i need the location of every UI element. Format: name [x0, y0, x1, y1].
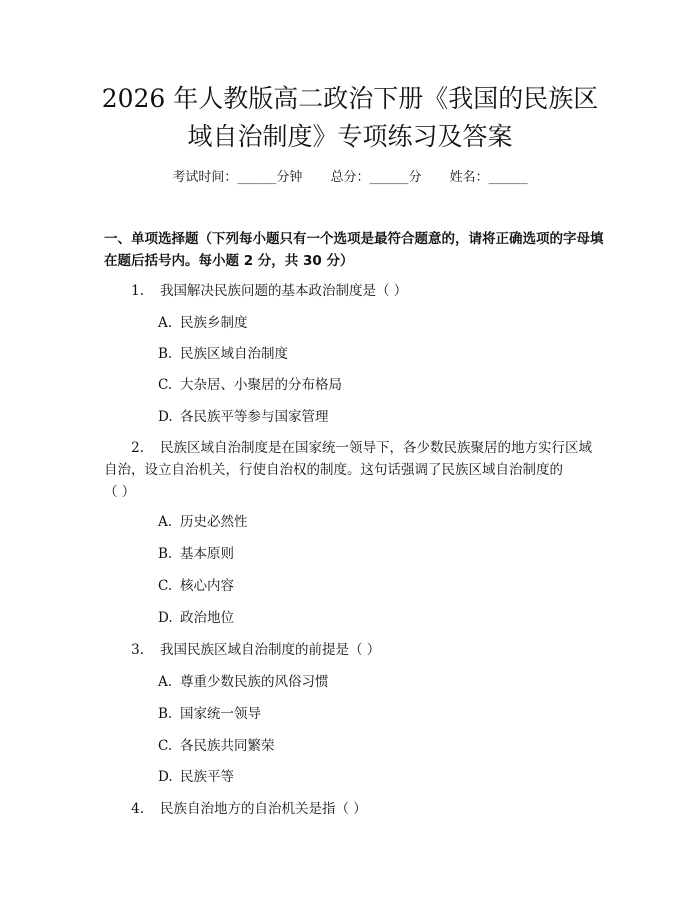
title-line-1: 2026 年人教版高二政治下册《我国的民族区 [101, 84, 599, 113]
option-letter: C. [158, 738, 173, 754]
question-2 [104, 437, 604, 503]
option-text: 大杂居、小聚居的分布格局 [180, 377, 342, 393]
question-stem-line-3: （ ） [104, 484, 136, 500]
question-stem: 我国民族区域自治制度的前提是（ ） [160, 642, 381, 658]
question-number: 3. [131, 642, 144, 658]
option-1d [158, 406, 329, 428]
option-3b [158, 703, 261, 725]
total-score: 总分：______分 [330, 170, 422, 185]
option-text: 历史必然性 [180, 514, 248, 530]
option-text: 民族区域自治制度 [180, 346, 288, 362]
option-letter: C. [158, 377, 173, 393]
student-name: 姓名：______ [449, 170, 528, 185]
option-2c [158, 575, 234, 597]
question-number: 2. [131, 440, 144, 456]
option-3d [158, 766, 234, 788]
option-text: 各民族平等参与国家管理 [180, 409, 329, 425]
option-text: 民族乡制度 [180, 315, 248, 331]
option-text: 核心内容 [180, 578, 234, 594]
option-text: 国家统一领导 [180, 706, 261, 722]
question-stem: 民族自治地方的自治机关是指（ ） [160, 801, 367, 817]
option-2d [158, 607, 234, 629]
option-text: 基本原则 [180, 546, 234, 562]
question-stem-line-1: 民族区域自治制度是在国家统一领导下，各少数民族聚居的地方实行区域 [160, 440, 592, 456]
option-letter: D. [158, 769, 173, 785]
option-letter: D. [158, 610, 173, 626]
question-number: 1. [131, 283, 144, 299]
document-title [60, 80, 640, 156]
title-line-2: 域自治制度》专项练习及答案 [187, 122, 513, 151]
option-2b [158, 543, 234, 565]
option-1a [158, 312, 248, 334]
option-letter: B. [158, 546, 173, 562]
option-3a [158, 671, 329, 693]
question-4 [104, 798, 604, 820]
section-heading: 一、单项选择题（下列每小题只有一个选项是最符合题意的，请将正确选项的字母填在题后括号内。每小题 2 分，共 30 分） [104, 231, 604, 269]
option-3c [158, 735, 275, 757]
option-letter: D. [158, 409, 173, 425]
question-3 [104, 639, 604, 661]
option-text: 民族平等 [180, 769, 234, 785]
option-text: 政治地位 [180, 610, 234, 626]
option-text: 各民族共同繁荣 [180, 738, 275, 754]
option-letter: A. [158, 315, 173, 331]
question-1 [104, 280, 604, 302]
option-letter: B. [158, 346, 173, 362]
question-stem: 我国解决民族问题的基本政治制度是（ ） [160, 283, 408, 299]
option-1b [158, 343, 288, 365]
option-letter: C. [158, 578, 173, 594]
question-number: 4. [131, 801, 144, 817]
option-1c [158, 374, 342, 396]
exam-meta [0, 168, 700, 188]
option-2a [158, 511, 248, 533]
option-letter: A. [158, 674, 173, 690]
option-letter: B. [158, 706, 173, 722]
option-letter: A. [158, 514, 173, 530]
question-stem-line-2: 自治，设立自治机关，行使自治权的制度。这句话强调了民族区域自治制度的 [104, 462, 563, 478]
option-text: 尊重少数民族的风俗习惯 [180, 674, 329, 690]
exam-time: 考试时间：______分钟 [172, 170, 303, 185]
